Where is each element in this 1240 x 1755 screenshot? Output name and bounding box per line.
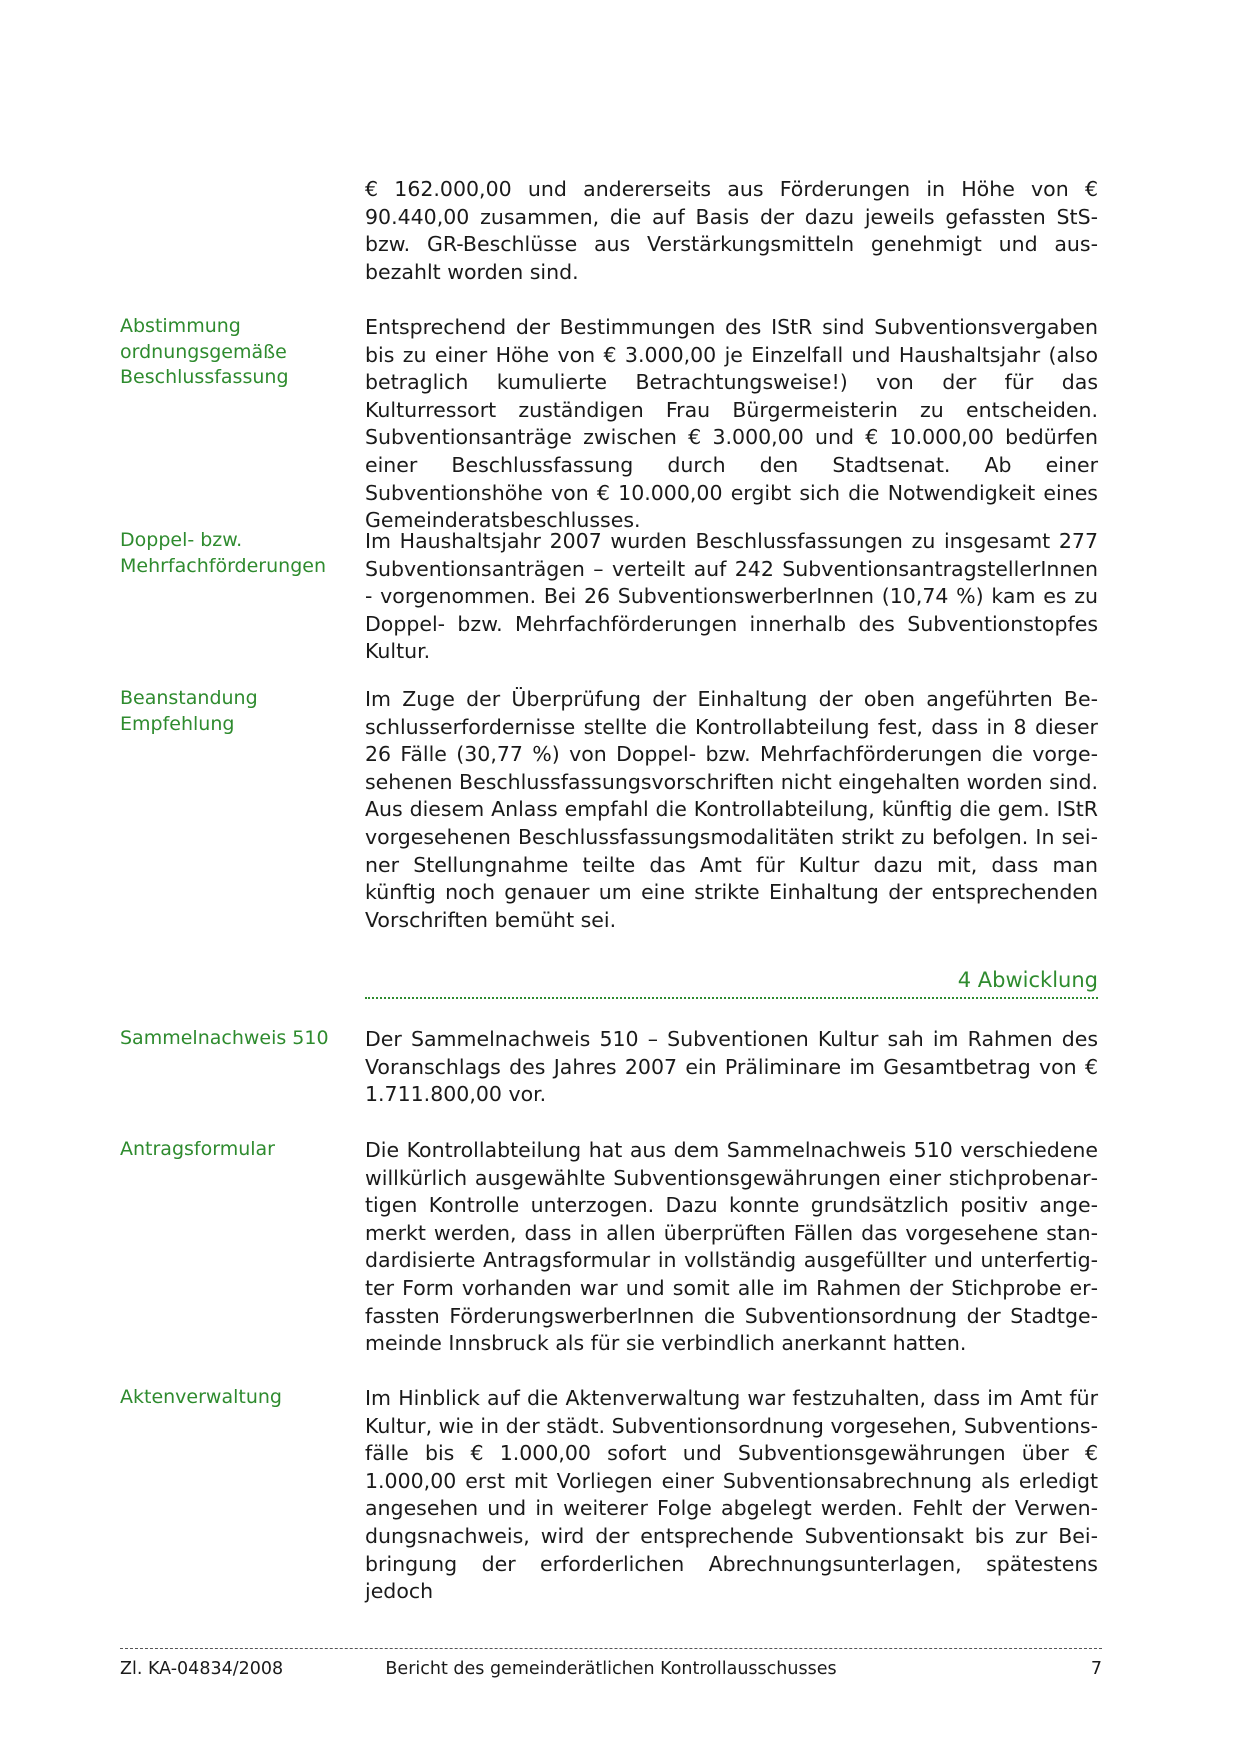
margin-note-line: Mehrfachförderungen: [120, 554, 326, 577]
page-number: 7: [1090, 1659, 1102, 1679]
margin-note-line: Aktenverwaltung: [120, 1386, 282, 1408]
margin-note-line: Doppel- bzw.: [120, 529, 243, 551]
margin-note: [120, 314, 340, 391]
paragraph-text: Entsprechend der Bestimmungen des IStR sind Subventionsvergaben bis zu einer Höhe von € 3.000,00 je Einzelfall und Haushaltsjahr (also betraglich kumulierte Betrachtungsweise!) von der für das Kulturressort zuständigen Frau Bürgermeisterin zu entscheiden. Subventionsanträge zwischen € 3.000,00 und € 10.000,00 bedürfen einer Beschlussfassung durch den Stadtsenat. Ab einer Subventionshöhe von € 10.000,00 ergibt sich die Notwendigkeit eines Gemeinderatsbeschlusses.: [365, 315, 1098, 533]
footer-title: Bericht des gemeinderätlichen Kontrollausschusses: [385, 1659, 837, 1679]
paragraph-text: Im Haushaltsjahr 2007 wurden Beschlussfassungen zu insgesamt 277 Subventionsanträgen – verteilt auf 242 SubventionsantragstellerInnen - vorgenommen. Bei 26 SubventionswerberInnen (10,74 %) kam es zu Doppel- bzw. Mehrfachförderungen innerhalb des Subventionstopfes Kultur.: [365, 529, 1098, 664]
margin-note-line: Beanstandung: [120, 687, 258, 709]
margin-note: [120, 528, 340, 579]
margin-note: [120, 1137, 340, 1163]
margin-note-line: ordnungsgemäße: [120, 340, 287, 363]
paragraph-text: Der Sammelnachweis 510 – Subventionen Kultur sah im Rahmen des Voranschlags des Jahres 2007 ein Präliminare im Gesamtbetrag von € 1.711.800,00 vor.: [365, 1027, 1098, 1107]
paragraph-text: Die Kontrollabteilung hat aus dem Sammelnachweis 510 verschiedene willkürlich ausgewählte Subventionsgewährungen einer stichprobenartigen Kontrolle unterzogen. Dazu konnte grundsätzlich positiv angemerkt werden, dass in allen überprüften Fällen das vorgesehene standardisierte Antragsformular in vollständig ausgefüllter und unterfertigter Form vorhanden war und somit alle im Rahmen der Stichprobe erfassten FörderungswerberInnen die Subventionsordnung der Stadtgemeinde Innsbruck als für sie verbindlich anerkannt hatten.: [365, 1138, 1098, 1356]
margin-note: [120, 1385, 340, 1411]
paragraph-text: € 162.000,00 und andererseits aus Förderungen in Höhe von € 90.440,00 zusammen, die auf Basis der dazu jeweils gefassten StS- bzw. GR-Beschlüsse aus Verstärkungsmitteln genehmigt und ausbezahlt worden sind.: [365, 177, 1098, 284]
margin-note: [120, 1026, 340, 1052]
margin-note-line: Sammelnachweis 510: [120, 1027, 329, 1049]
footer-divider: [120, 1648, 1102, 1649]
margin-note: [120, 686, 340, 737]
footer-reference: Zl. KA-04834/2008: [120, 1659, 284, 1679]
margin-note-line: Beschlussfassung: [120, 366, 289, 388]
section-heading: 4 Abwicklung: [365, 966, 1098, 999]
margin-note-line: Empfehlung: [120, 712, 235, 735]
paragraph-text: Im Hinblick auf die Aktenverwaltung war festzuhalten, dass im Amt für Kultur, wie in der städt. Subventionsordnung vorgesehen, Subventionsfälle bis € 1.000,00 sofort und Subventionsgewährungen über € 1.000,00 erst mit Vorliegen einer Subventionsabrechnung als erledigt angesehen und in weiterer Folge abgelegt werden. Fehlt der Verwendungsnachweis, wird der entsprechende Subventionsakt bis zur Beibringung der erforderlichen Abrechnungsunterlagen, spätestens jedoch: [365, 1386, 1098, 1604]
margin-note-line: Antragsformular: [120, 1138, 275, 1160]
paragraph-text: Im Zuge der Überprüfung der Einhaltung der oben angeführten Beschlusserfordernisse stellte die Kontrollabteilung fest, dass in 8 dieser 26 Fälle (30,77 %) von Doppel- bzw. Mehrfachförderungen die vorgesehenen Beschlussfassungsvorschriften nicht eingehalten worden sind. Aus diesem Anlass empfahl die Kontrollabteilung, künftig die gem. IStR vorgesehenen Beschlussfassungsmodalitäten strikt zu befolgen. In seiner Stellungnahme teilte das Amt für Kultur dazu mit, dass man künftig noch genauer um eine strikte Einhaltung der entsprechenden Vorschriften bemüht sei.: [365, 687, 1098, 932]
margin-note-line: Abstimmung: [120, 315, 241, 337]
